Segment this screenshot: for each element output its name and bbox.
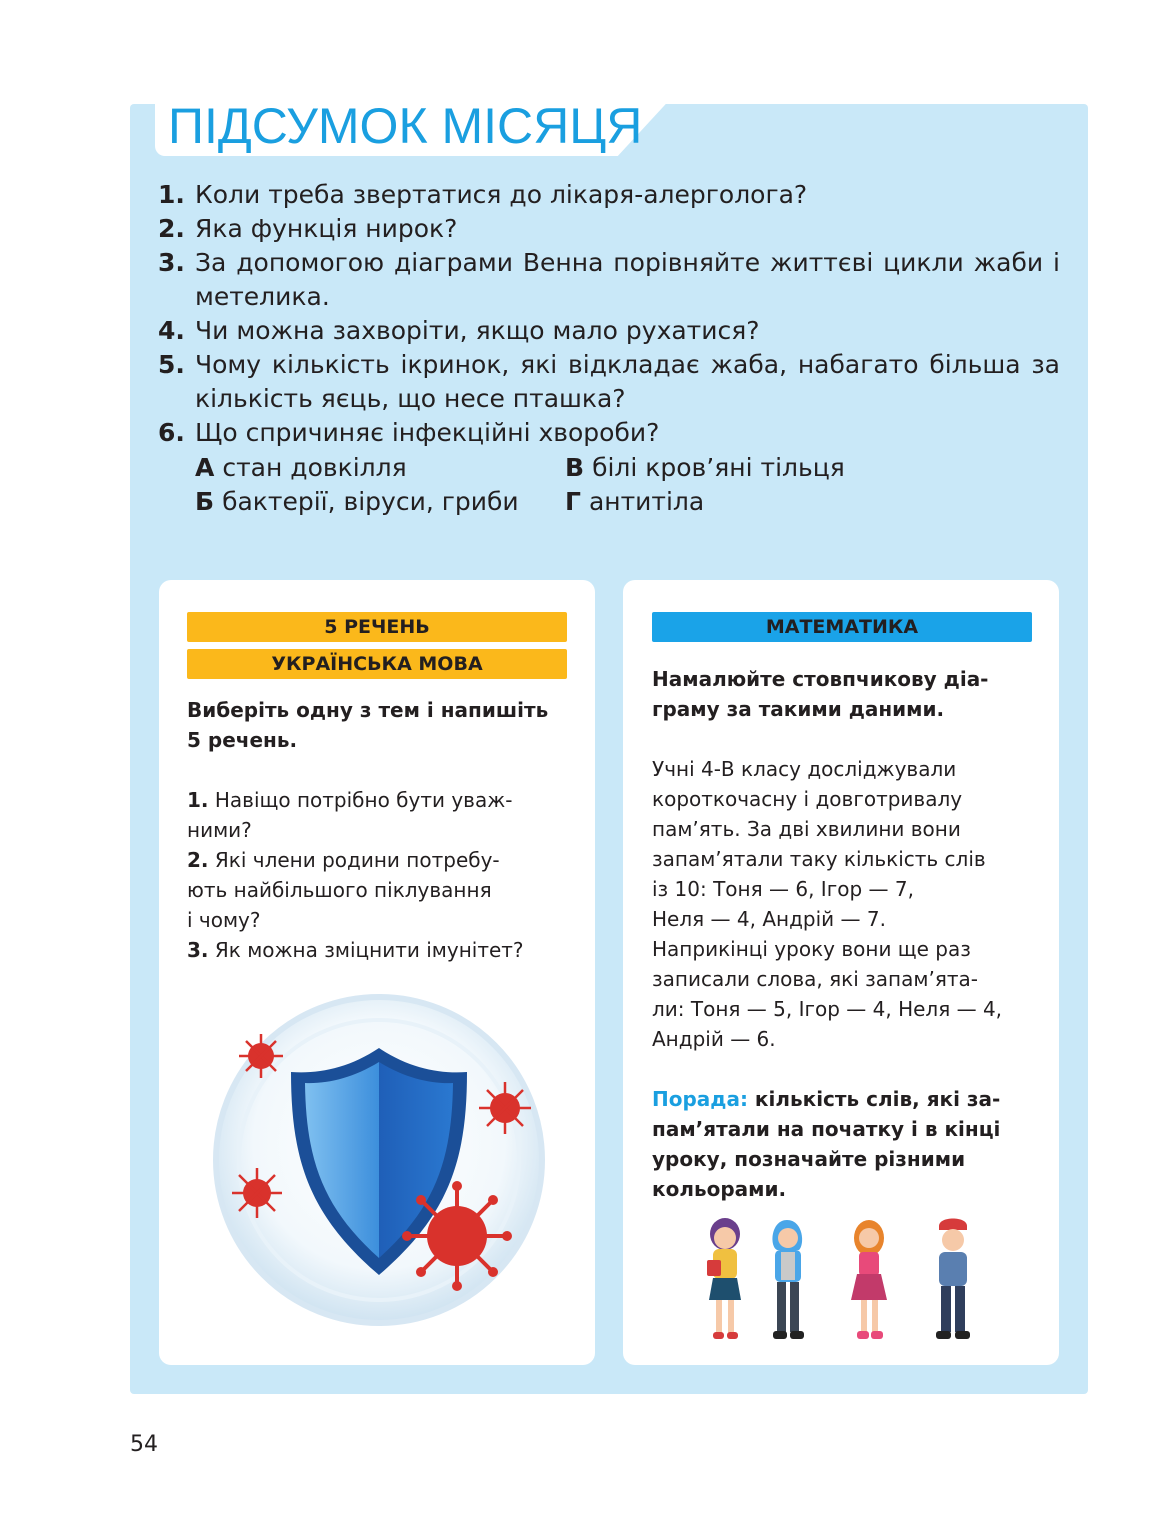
question-item [158,416,1060,450]
virus-icon [402,1181,512,1291]
question-number: 1. [158,180,185,209]
answer-letter: Б [195,487,215,516]
question-list [158,178,1060,450]
text-line: короткочасну і довготривалу [652,787,963,811]
shield-virus-illustration [209,990,549,1330]
answer-letter: В [565,453,585,482]
topic-number: 2. [187,848,209,872]
text-line: Навіщо потрібно бути уваж- [214,788,513,812]
text-line: Які члени родини потребу- [214,848,500,872]
answer-options [195,451,915,521]
boy-beanie-icon [936,1219,970,1340]
subject-badge: УКРАЇНСЬКА МОВА [187,649,567,679]
text-line: Виберіть одну з тем і напишіть [187,698,549,722]
text-line: кольорами. [652,1177,787,1201]
question-number: 2. [158,214,185,243]
answer-option [565,485,704,519]
question-text: Чому кількість ікринок, які відкладає жаба, набагато більша за кількість яєць, що несе пташка? [195,350,1060,413]
text-line: записали слова, які запам’ята- [652,967,978,991]
answer-text: білі кров’яні тільця [592,453,845,482]
answer-text: антитіла [588,487,705,516]
text-line: і чому? [187,908,261,932]
answer-letter: Г [565,487,581,516]
text-line: уроку, позначайте різними [652,1147,966,1171]
sentences-badge: 5 РЕЧЕНЬ [187,612,567,642]
boy-hood-icon [772,1220,804,1339]
text-line: кількість слів, які за- [747,1087,1001,1111]
topic-number: 3. [187,938,209,962]
question-text: Чи можна захворіти, якщо мало рухатися? [195,316,760,345]
girl-orange-icon [851,1220,887,1339]
question-number: 4. [158,316,185,345]
children-illustration [693,1216,1003,1346]
task-text [652,664,1052,724]
math-badge: МАТЕМАТИКА [652,612,1032,642]
virus-icon [232,1168,282,1218]
tip-label: Порада: [652,1087,748,1111]
topic-number: 1. [187,788,209,812]
data-text [652,754,1052,1054]
answer-text: стан довкілля [222,453,407,482]
question-text: Коли треба звертатися до лікаря-алерголога? [195,180,808,209]
math-card [623,580,1059,1365]
text-line: ли: Тоня — 5, Ігор — 4, Неля — 4, [652,997,1003,1021]
question-text: За допомогою діаграми Венна порівняйте життєві цикли жаби і метелика. [195,248,1060,311]
question-number: 6. [158,418,185,447]
text-line: Неля — 4, Андрій — 7. [652,907,886,931]
text-line: Як можна зміцнити імунітет? [214,938,524,962]
answer-letter: А [195,453,215,482]
text-line: Намалюйте стовпчикову діа- [652,667,989,691]
text-line: ють найбільшого піклування [187,878,492,902]
text-line: ними? [187,818,252,842]
question-item [158,246,1060,314]
text-line: запам’ятали таку кількість слів [652,847,986,871]
text-line: Наприкінці уроку вони ще раз [652,937,971,961]
question-text: Яка функція нирок? [195,214,458,243]
page-title: ПІДСУМОК МІСЯЦЯ [168,98,643,154]
topic-list [187,785,587,965]
text-line: 5 речень. [187,728,298,752]
text-line: граму за такими даними. [652,697,945,721]
question-item [158,212,1060,246]
question-text: Що спричиняє інфекційні хвороби? [195,418,660,447]
language-card [159,580,595,1365]
tip-text [652,1084,1052,1204]
text-line: із 10: Тоня — 6, Ігор — 7, [652,877,914,901]
answer-text: бактерії, віруси, гриби [222,487,519,516]
answer-option [565,451,845,485]
girl-icon [707,1218,741,1339]
text-line: Андрій — 6. [652,1027,776,1051]
text-line: пам’ять. За дві хвилини вони [652,817,961,841]
answer-option [195,451,407,485]
question-number: 3. [158,248,185,277]
text-line: пам’ятали на початку і в кінці [652,1117,1001,1141]
question-item [158,178,1060,212]
text-line: Учні 4-В класу досліджували [652,757,957,781]
instruction-text [187,695,587,755]
topic-line [187,785,587,815]
question-number: 5. [158,350,185,379]
question-item [158,348,1060,416]
topic-line [187,845,587,875]
topic-line [187,935,587,965]
page-number: 54 [130,1432,158,1457]
question-item [158,314,1060,348]
answer-option [195,485,519,519]
